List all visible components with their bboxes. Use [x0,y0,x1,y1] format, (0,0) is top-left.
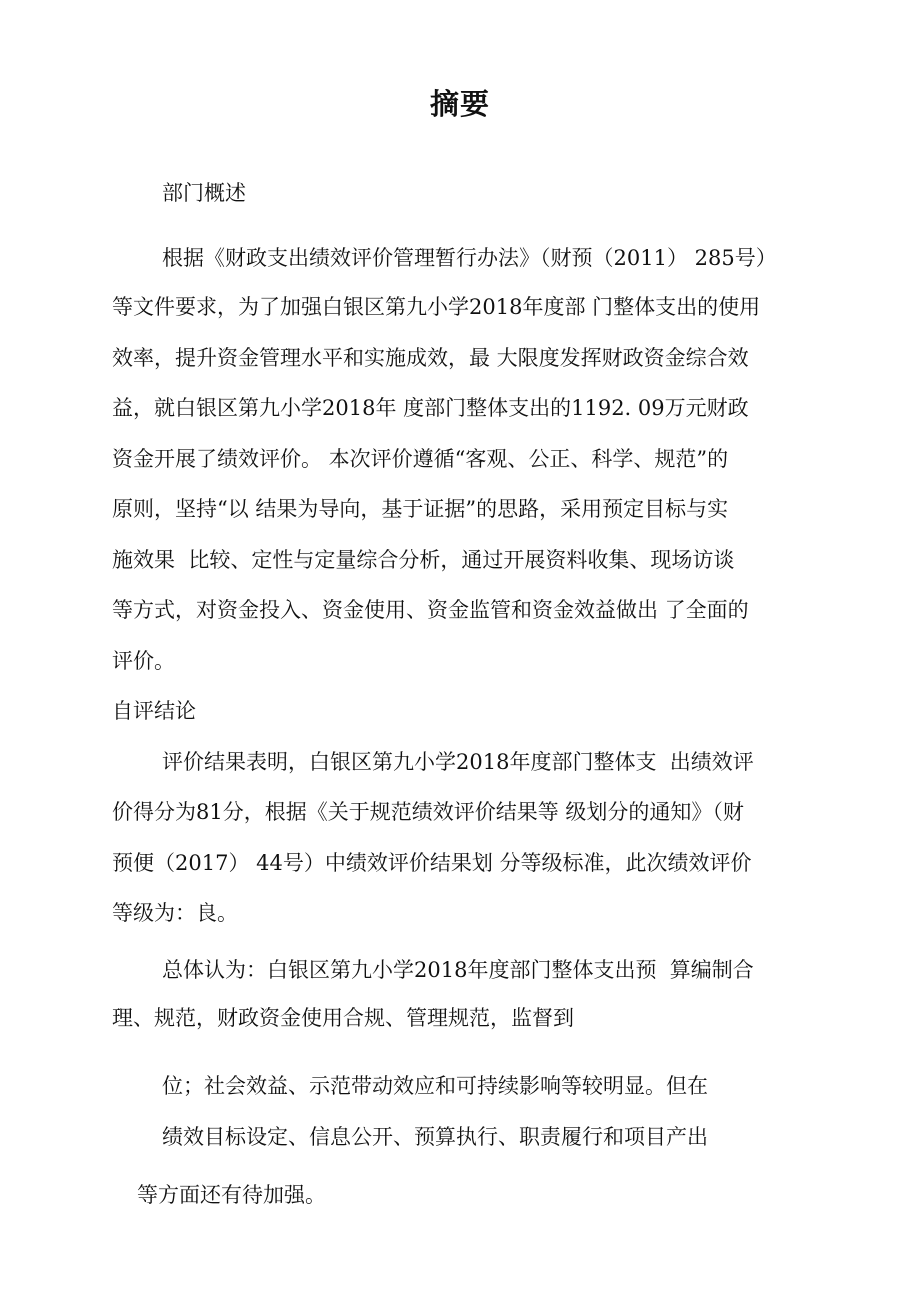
paragraph-line: 等方式，对资金投入、资金使用、资金监管和资金效益做出 了全面的 [112,598,749,622]
paragraph-line: 预便（2017） 44号）中绩效评价结果划 分等级标准，此次绩效评价 [112,851,752,875]
paragraph-line: 等方面还有待加强。 [137,1183,326,1207]
paragraph-line: 绩效目标设定、信息公开、预算执行、职责履行和项目产出 [162,1125,708,1149]
page-title: 摘要 [429,87,490,121]
paragraph-line: 位；社会效益、示范带动效应和可持续影响等较明显。但在 [162,1074,708,1098]
paragraph-line: 总体认为：白银区第九小学2018年度部门整体支出预 算编制合 [162,958,754,982]
paragraph-line: 价得分为81分，根据《关于规范绩效评价结果等 级划分的通知》（财 [112,800,744,824]
paragraph-line: 评价结果表明，白银区第九小学2018年度部门整体支 出绩效评 [162,750,754,774]
paragraph-line: 等文件要求，为了加强白银区第九小学2018年度部 门整体支出的使用 [112,295,761,319]
paragraph-line: 原则，坚持“以 结果为导向，基于证据”的思路，采用预定目标与实 [112,497,729,521]
section-heading-overview: 部门概述 [162,181,246,205]
section-heading-conclusion: 自评结论 [112,699,196,723]
paragraph-line: 等级为：良。 [112,901,238,925]
paragraph-line: 理、规范，财政资金使用合规、管理规范，监督到 [112,1006,574,1030]
paragraph-line: 评价。 [112,649,175,673]
paragraph-line: 益，就白银区第九小学2018年 度部门整体支出的1192. 09万元财政 [112,396,749,420]
paragraph-line: 施效果 比较、定性与定量综合分析，通过开展资料收集、现场访谈 [112,548,735,572]
paragraph-line: 根据《财政支出绩效评价管理暂行办法》（财预（2011） 285号） [162,246,777,270]
paragraph-line: 效率，提升资金管理水平和实施成效，最 大限度发挥财政资金综合效 [112,346,749,370]
paragraph-line: 资金开展了绩效评价。 本次评价遵循“客观、公正、科学、规范”的 [112,447,729,471]
